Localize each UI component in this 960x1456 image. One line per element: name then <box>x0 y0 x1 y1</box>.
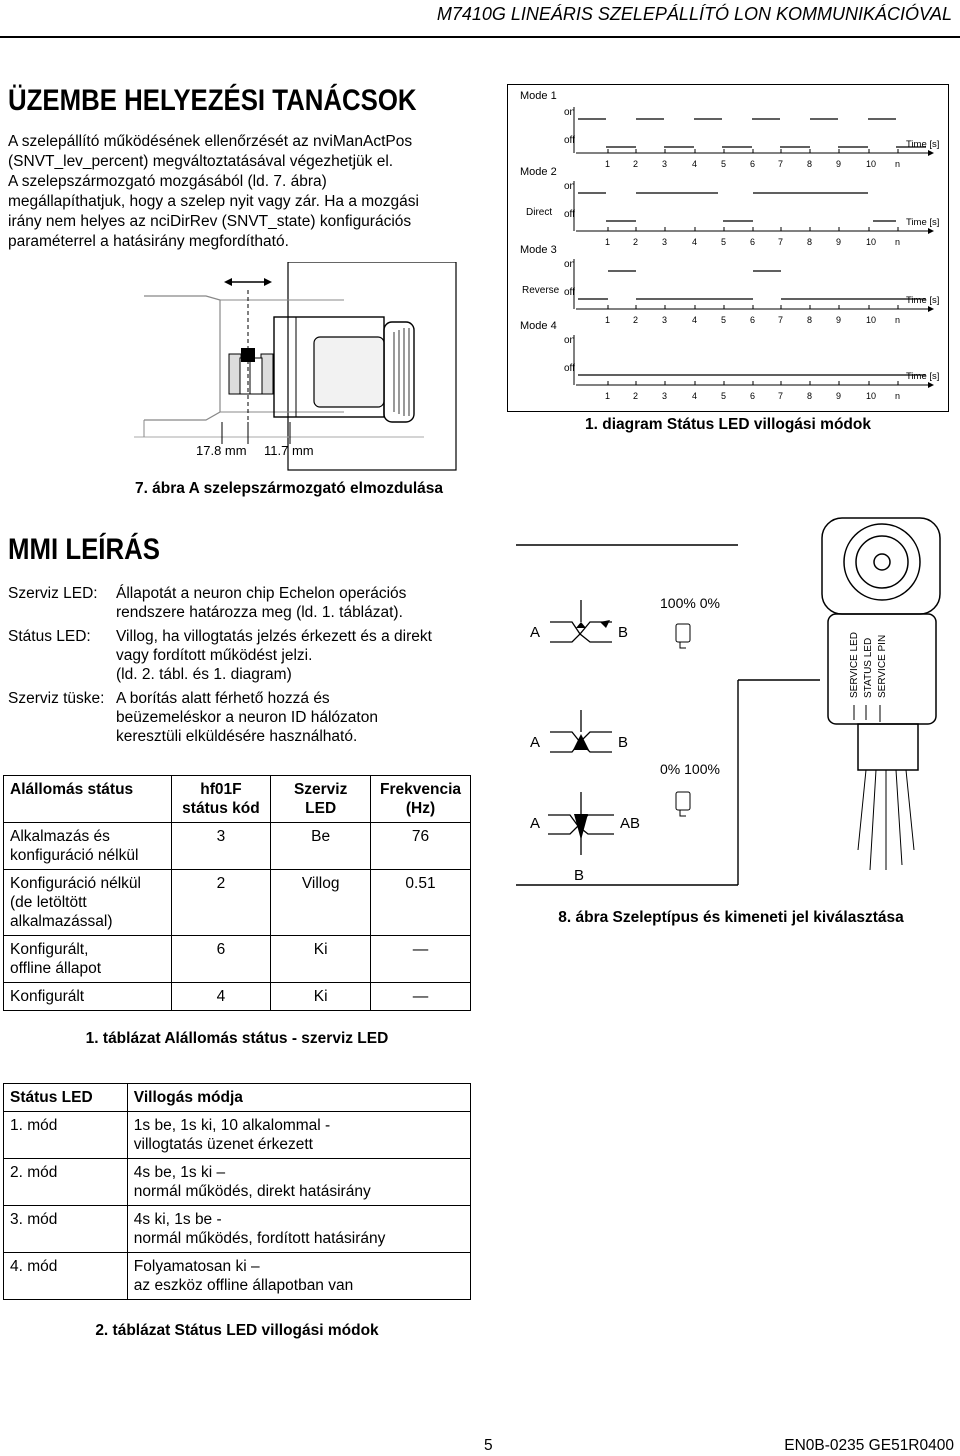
mode-label: Mode 1 <box>520 90 557 102</box>
tick-label: 7 <box>778 391 784 401</box>
table-cell-status: Alkalmazás és konfiguráció nélkül <box>4 823 172 870</box>
table-cell-code: 6 <box>171 936 271 983</box>
valve-port-a-label: A <box>530 815 541 832</box>
tick-label: 1 <box>605 237 611 247</box>
mmi-line: vagy fordított működést jelzi. <box>116 647 313 664</box>
tick-label: 8 <box>807 391 813 401</box>
table-row <box>4 823 471 870</box>
table-row <box>4 936 471 983</box>
table-row <box>4 1112 471 1159</box>
table-row <box>4 983 471 1011</box>
tick-label: 7 <box>778 237 784 247</box>
tick-label: n <box>895 159 901 169</box>
tick-label: 6 <box>750 315 756 325</box>
table-cell-mode: 1. mód <box>4 1112 128 1159</box>
table-row <box>4 1253 471 1300</box>
mmi-line: keresztüli elküldésére használható. <box>116 728 358 745</box>
mode-label: Mode 3 <box>520 244 557 256</box>
mmi-row-status-led <box>8 627 488 684</box>
tick-label: 1 <box>605 391 611 401</box>
table-cell-led: Villog <box>271 870 371 936</box>
on-label: on <box>564 259 576 270</box>
diagram-1-led-modes <box>507 84 949 412</box>
paragraph-line: megállapíthatjuk, hogy a szelep nyit vagy zár. Ha a mozgási <box>8 193 419 210</box>
mmi-line: Állapotát a neuron chip Echelon operációs <box>116 585 407 602</box>
off-label: off <box>564 135 575 146</box>
tick-label: 7 <box>778 315 784 325</box>
tick-label: 6 <box>750 237 756 247</box>
pin-label-service-led: SERVICE LED <box>849 632 860 698</box>
tick-label: 6 <box>750 159 756 169</box>
actuator-drawing <box>124 262 458 472</box>
on-label: on <box>564 181 576 192</box>
table-header-cell: Frekvencia (Hz) <box>371 776 471 823</box>
table-cell-freq: — <box>371 983 471 1011</box>
tick-label: 10 <box>866 391 877 401</box>
table-cell-code: 4 <box>171 983 271 1011</box>
table-1-caption: 1. táblázat Alállomás státus - szerviz LED <box>85 1030 389 1047</box>
table-cell-desc: 1s be, 1s ki, 10 alkalommal - villogtatás üzenet érkezett <box>127 1112 470 1159</box>
valve-port-a-label: A <box>530 624 541 641</box>
paragraph-line: (SNVT_lev_percent) megváltoztatásával végezhetjük el. <box>8 153 394 170</box>
tick-label: 3 <box>662 237 668 247</box>
table-cell-led: Ki <box>271 983 371 1011</box>
table-header-cell: Státus LED <box>4 1084 128 1112</box>
table-2-caption: 2. táblázat Státus LED villogási módok <box>95 1322 379 1339</box>
table-header-cell: Villogás módja <box>127 1084 470 1112</box>
document-header-title: M7410G LINEÁRIS SZELEPÁLLÍTÓ LON KOMMUNIKÁCIÓVAL <box>436 4 952 24</box>
table-cell-mode: 2. mód <box>4 1159 128 1206</box>
tick-label: 2 <box>633 315 639 325</box>
tick-label: 2 <box>633 159 639 169</box>
mmi-label: Státus LED: <box>8 628 91 645</box>
tick-label: 4 <box>692 391 698 401</box>
dimension-label-left: 17.8 mm <box>196 443 247 458</box>
table-row <box>4 1206 471 1253</box>
valve-port-a-label: A <box>530 734 541 751</box>
table-header-cell: hf01F státus kód <box>171 776 271 823</box>
tick-label: 10 <box>866 159 877 169</box>
tick-label: 2 <box>633 391 639 401</box>
table-header-row <box>4 1084 471 1112</box>
header-rule <box>0 36 960 38</box>
time-axis-label: Time [s] <box>906 295 940 306</box>
tick-label: 5 <box>721 159 727 169</box>
pin-label-status-led: STATUS LED <box>863 637 874 698</box>
table-row <box>4 870 471 936</box>
tick-label: 9 <box>836 159 842 169</box>
paragraph-line: A szelepszármozgató mozgásából (ld. 7. ábra) <box>8 173 327 190</box>
tick-label: 2 <box>633 237 639 247</box>
paragraph-line: irány nem helyes az nciDirRev (SNVT_state) konfigurációs <box>8 213 412 230</box>
tick-label: 5 <box>721 391 727 401</box>
on-label: on <box>564 335 576 346</box>
table-cell-desc: Folyamatosan ki – az eszköz offline állapotban van <box>127 1253 470 1300</box>
tick-label: 3 <box>662 391 668 401</box>
tick-label: 8 <box>807 237 813 247</box>
mmi-line: (ld. 2. tábl. és 1. diagram) <box>116 666 292 683</box>
tick-label: 10 <box>866 237 877 247</box>
tick-label: n <box>895 315 901 325</box>
mmi-row-service-pin <box>8 689 488 746</box>
time-axis-arrow <box>928 306 934 312</box>
tick-label: 4 <box>692 159 698 169</box>
page-number: 5 <box>484 1437 493 1454</box>
time-axis-label: Time [s] <box>906 139 940 150</box>
table-header-cell: Alállomás státus <box>4 776 172 823</box>
diagram-1-caption: 1. diagram Státus LED villogási módok <box>585 416 871 433</box>
table-cell-code: 2 <box>171 870 271 936</box>
figure-8-valve-selection <box>510 510 950 898</box>
tick-label: 7 <box>778 159 784 169</box>
tick-label: 6 <box>750 391 756 401</box>
valve-port-b-label: B <box>574 867 585 884</box>
time-axis-arrow <box>928 228 934 234</box>
document-id: EN0B-0235 GE51R0400 <box>784 1437 954 1454</box>
tick-label: 8 <box>807 159 813 169</box>
tick-label: 4 <box>692 315 698 325</box>
tick-label: 3 <box>662 315 668 325</box>
off-label: off <box>564 363 575 374</box>
tick-label: n <box>895 391 901 401</box>
table-cell-mode: 3. mód <box>4 1206 128 1253</box>
mode-label: Mode 2 <box>520 166 557 178</box>
tick-label: 4 <box>692 237 698 247</box>
mode-label: Mode 4 <box>520 320 557 332</box>
tick-label: 3 <box>662 159 668 169</box>
section-heading-commissioning: ÜZEMBE HELYEZÉSI TANÁCSOK <box>8 84 417 117</box>
table-cell-status: Konfiguráció nélkül (de letöltött alkalmazással) <box>4 870 172 936</box>
table-cell-freq: 0.51 <box>371 870 471 936</box>
tick-label: n <box>895 237 901 247</box>
table-cell-led: Ki <box>271 936 371 983</box>
paragraph-line: paraméterrel a hatásirány megfordítható. <box>8 233 289 250</box>
mmi-line: rendszere határozza meg (ld. 1. táblázat). <box>116 604 403 621</box>
tick-label: 10 <box>866 315 877 325</box>
tick-label: 9 <box>836 391 842 401</box>
section-heading-mmi: MMI LEÍRÁS <box>8 533 160 566</box>
figure-8-caption: 8. ábra Szeleptípus és kimeneti jel kiválasztása <box>558 909 904 926</box>
tick-label: 9 <box>836 315 842 325</box>
mmi-label: Szerviz tüske: <box>8 690 105 707</box>
percent-label-top: 100% 0% <box>660 595 720 611</box>
valve-port-b-label: B <box>618 624 629 641</box>
tick-label: 1 <box>605 159 611 169</box>
pin-label-service-pin: SERVICE PIN <box>877 634 888 698</box>
tick-label: 1 <box>605 315 611 325</box>
table-cell-desc: 4s ki, 1s be - normál működés, fordított hatásirány <box>127 1206 470 1253</box>
figure-7-actuator-stroke <box>124 262 458 472</box>
table-cell-desc: 4s be, 1s ki – normál működés, direkt hatásirány <box>127 1159 470 1206</box>
percent-label-middle: 0% 100% <box>660 761 720 777</box>
tick-label: 8 <box>807 315 813 325</box>
table-cell-code: 3 <box>171 823 271 870</box>
off-label: off <box>564 287 575 298</box>
table-2-status-led-modes <box>3 1083 471 1300</box>
off-label: off <box>564 209 575 220</box>
mode-sublabel-direct: Direct <box>526 207 553 218</box>
table-row <box>4 1159 471 1206</box>
table-cell-status: Konfigurált <box>4 983 172 1011</box>
table-cell-mode: 4. mód <box>4 1253 128 1300</box>
time-axis-arrow <box>928 150 934 156</box>
time-axis-label: Time [s] <box>906 217 940 228</box>
on-label: on <box>564 107 576 118</box>
paragraph-line: A szelepállító működésének ellenőrzését az nviManActPos <box>8 133 413 150</box>
tick-label: 5 <box>721 315 727 325</box>
table-cell-led: Be <box>271 823 371 870</box>
figure-7-caption: 7. ábra A szelepszármozgató elmozdulása <box>134 480 444 497</box>
dimension-label-right: 11.7 mm <box>264 443 314 458</box>
led-timing-chart <box>508 85 947 410</box>
commissioning-paragraph <box>8 132 463 252</box>
mmi-line: beüzemeléskor a neuron ID hálózaton <box>116 709 378 726</box>
table-cell-freq: 76 <box>371 823 471 870</box>
table-header-row <box>4 776 471 823</box>
valve-port-ab-label: AB <box>620 815 641 832</box>
tick-label: 9 <box>836 237 842 247</box>
mmi-row-service-led <box>8 584 488 622</box>
table-cell-status: Konfigurált, offline állapot <box>4 936 172 983</box>
table-header-cell: Szerviz LED <box>271 776 371 823</box>
time-axis-label: Time [s] <box>906 371 940 382</box>
mode-sublabel-reverse: Reverse <box>522 285 560 296</box>
time-axis-arrow <box>928 382 934 388</box>
valve-port-b-label: B <box>618 734 629 751</box>
table-1-substation-status <box>3 775 471 1011</box>
mmi-label: Szerviz LED: <box>8 585 98 602</box>
valve-selection-drawing <box>510 510 950 898</box>
tick-label: 5 <box>721 237 727 247</box>
mmi-line: A borítás alatt férhető hozzá és <box>116 690 330 707</box>
mmi-line: Villog, ha villogtatás jelzés érkezett és a direkt <box>116 628 432 645</box>
table-cell-freq: — <box>371 936 471 983</box>
